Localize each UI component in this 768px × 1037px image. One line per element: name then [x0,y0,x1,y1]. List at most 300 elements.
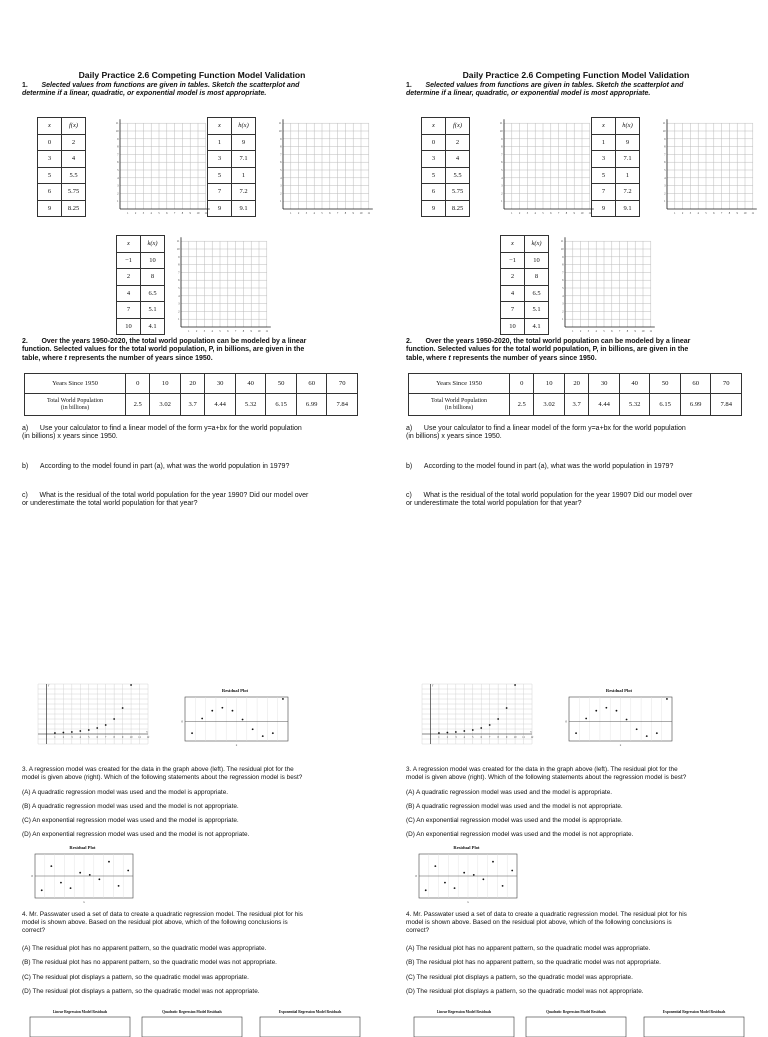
table-cell: 4.1 [141,318,165,335]
x-axis-label: x [146,730,148,734]
question-2-prompt: 2. Over the years 1950-2020, the total world population can be modeled by a linear function. Selected values for the total world population, P, in billions, are given in the table, where t represents the number of years since 1950. [406,338,691,362]
q5-quadratic-residual-frame [526,1017,626,1037]
table-row [422,151,470,168]
x-tick-label: 9 [121,736,124,739]
table-header-cell: h(x) [616,118,640,135]
q5-exponential-residual-title: Exponential Regression Model Residuals [278,1010,342,1014]
x-tick-label: 1 [290,212,292,215]
table-header-cell: x [208,118,232,135]
table-cell: 2 [62,134,86,151]
population-cell: 3.02 [534,394,565,416]
question-3-prompt: 3. A regression model was created for the data in the graph above (left). The residual plot for the model is given above (right). Which of the following statements about the regression model is best? [406,766,687,781]
y-tick-label: 9 [117,137,119,141]
y-tick-label: 7 [664,153,666,157]
x-tick-label: 11 [751,212,755,215]
question-1-prompt: 1. Selected values from functions are given in tables. Sketch the scatterplot and determine if a linear, quadratic, or exponential model is most appropriate. [406,82,684,98]
residual-point [70,887,72,889]
x-tick-label: 11 [138,736,141,739]
x-tick-label: 9 [634,330,636,333]
table-cell: 2 [446,134,470,151]
y-tick-label: 10 [662,130,666,133]
table-cell: 9 [208,200,232,217]
q3-option-d[interactable]: (D) An exponential regression model was used and the model is not appropriate. [22,831,250,838]
table-header-cell: x [501,236,525,253]
question-4-prompt: 4. Mr. Passwater used a set of data to create a quadratic regression model. The residual plot for his model is shown above. Based on the residual plot above, which of the following conclusions is correct? [22,911,303,934]
population-table [24,373,358,416]
zero-label: 0 [31,874,33,879]
q3-residual-title: Residual Plot [221,688,249,693]
year-cell: 20 [564,374,588,394]
population-header: Total World Population (in billions) [25,394,126,416]
residual-point [89,874,91,876]
y-tick-label: 1 [562,318,564,322]
table-cell: 8.25 [62,200,86,217]
x-tick-label: 8 [626,330,629,333]
q4-option-b[interactable]: (B) The residual plot has no apparent pattern, so the quadratic model was not appropriate. [22,959,277,966]
y-tick-label: 8 [562,263,564,267]
table-row [501,318,549,335]
data-point [71,731,73,733]
q1-blank-grid-k [175,233,267,333]
table-row [592,167,640,184]
q4-option-d[interactable]: (D) The residual plot displays a pattern, so the quadratic model was not appropriate. [406,988,644,995]
y-tick-label: 5 [562,287,564,290]
residual-point [463,872,465,874]
year-cell: 70 [711,374,742,394]
residual-point [191,732,193,734]
q4-option-b[interactable]: (B) The residual plot has no apparent pattern, so the quadratic model was not appropriate. [406,959,661,966]
table-row [38,167,86,184]
table-cell: 0 [38,134,62,151]
table-cell: 1 [592,134,616,151]
x-tick-label: 5 [705,212,707,215]
x-tick-label: 6 [611,330,613,333]
x-tick-label: 1 [511,212,513,215]
table-cell: 2 [117,269,141,286]
table-row [208,200,256,217]
y-tick-label: 4 [117,176,119,180]
x-tick-label: 3 [526,212,529,215]
table-row [208,151,256,168]
y-tick-label: 3 [117,184,119,188]
residual-point [444,882,446,884]
data-point [455,731,457,733]
q5-quadratic-residual-frame [142,1017,242,1037]
x-axis-label: x [83,900,85,904]
q1-table-slot-1 [207,117,256,217]
residual-point [242,719,244,721]
residual-point [108,861,110,863]
y-tick-label: 11 [499,122,503,126]
table-cell: 5.1 [525,302,549,319]
residual-point [482,878,484,880]
x-tick-label: 7 [489,736,491,739]
x-tick-label: 6 [96,736,98,739]
year-cell: 50 [650,374,681,394]
data-point [480,727,482,729]
x-tick-label: 10 [743,212,747,215]
q1-value-table [500,235,549,335]
residual-point [585,718,587,720]
year-cell: 60 [296,374,327,394]
residual-point [636,728,638,730]
y-tick-label: 9 [178,255,180,259]
table-cell: 0 [422,134,446,151]
data-point [113,718,115,720]
x-tick-label: 11 [265,330,269,333]
y-tick-label: 7 [117,153,119,157]
x-tick-label: 8 [242,330,245,333]
x-tick-label: 12 [146,736,150,739]
population-table [408,373,742,416]
table-row [38,200,86,217]
table-header-cell: x [117,236,141,253]
q1-blank-grid-k [559,233,651,333]
q5-exponential-residual-frame [644,1017,744,1037]
x-tick-label: 2 [518,212,521,215]
table-cell: 7.2 [232,184,256,201]
data-point [62,732,64,734]
y-tick-label: 10 [560,248,564,251]
table-cell: 5 [208,167,232,184]
data-point [438,732,440,734]
x-tick-label: 11 [649,330,653,333]
table-cell: 9 [38,200,62,217]
residual-point [626,719,628,721]
y-tick-label: 10 [278,130,282,133]
q4-residual-plot [30,852,135,904]
year-cell: 10 [150,374,181,394]
population-cell: 4.44 [205,394,236,416]
residual-point [282,698,284,700]
table-row [592,200,640,217]
x-tick-label: 2 [579,330,582,333]
year-cell: 0 [510,374,534,394]
y-tick-label: 4 [664,176,666,180]
table-row [592,134,640,151]
years-header: Years Since 1950 [409,374,510,394]
table-header-cell: h(x) [232,118,256,135]
q5-linear-residual-title: Linear Regression Model Residuals [436,1010,492,1014]
population-cell: 7.84 [711,394,742,416]
x-tick-label: 1 [188,330,190,333]
question-2a: a) Use your calculator to find a linear model of the form y=a+bx for the world population (in billions) x years since 1950. [406,425,686,441]
q1-table-slot-2 [116,235,165,335]
table-row [592,184,640,201]
table-header-cell: x [422,118,446,135]
x-tick-label: 7 [173,212,176,215]
table-cell: 9 [616,134,640,151]
residual-point [425,889,427,891]
x-tick-label: 6 [227,330,229,333]
y-tick-label: 5 [178,287,180,290]
year-cell: 10 [534,374,565,394]
table-cell: 7 [592,184,616,201]
x-tick-label: 10 [129,736,133,739]
table-cell: 1 [232,167,256,184]
question-2c: c) What is the residual of the total world population for the year 1990? Did our model over or underestimate the total world population for that year? [406,492,693,508]
q4-option-a[interactable]: (A) The residual plot has no apparent pattern, so the quadratic model was appropriate. [406,945,651,952]
residual-point [434,865,436,867]
table-row [117,252,165,269]
year-cell: 30 [589,374,620,394]
x-tick-label: 4 [534,212,536,215]
x-tick-label: 8 [181,212,184,215]
x-tick-label: 9 [505,736,508,739]
page-title: Daily Practice 2.6 Competing Function Model Validation [462,70,690,80]
x-tick-label: 10 [257,330,261,333]
x-tick-label: 6 [713,212,715,215]
table-cell: 10 [141,252,165,269]
y-tick-label: 2 [501,192,503,196]
table-cell: 8.25 [446,200,470,217]
table-cell: 6.5 [141,285,165,302]
table-cell: 10 [501,318,525,335]
question-2-prompt: 2. Over the years 1950-2020, the total world population can be modeled by a linear function. Selected values for the total world population, P, in billions, are given in the table, where t represents the number of years since 1950. [22,338,307,362]
y-tick-label: 8 [501,145,503,149]
y-tick-label: 8 [117,145,119,149]
data-point [54,732,56,734]
q1-blank-grid-f [114,115,206,215]
x-tick-label: 2 [446,736,449,739]
q3-option-b[interactable]: (B) A quadratic regression model was used and the model is not appropriate. [22,803,239,810]
table-cell: 5.75 [446,184,470,201]
population-cell: 3.02 [150,394,181,416]
y-tick-label: 2 [280,192,282,196]
table-cell: 6.5 [525,285,549,302]
x-tick-label: 5 [542,212,544,215]
x-tick-label: 9 [352,212,354,215]
table-cell: 9 [422,200,446,217]
q4-option-c[interactable]: (C) The residual plot displays a pattern, so the quadratic model was appropriate. [22,974,249,981]
y-tick-label: 6 [117,161,119,165]
q1-table-slot-0 [421,117,470,217]
x-tick-label: 4 [313,212,315,215]
y-tick-label: 1 [280,200,282,204]
y-tick-label: 5 [501,169,503,172]
table-header-cell: f(x) [446,118,470,135]
q3-option-d[interactable]: (D) An exponential regression model was used and the model is not appropriate. [406,831,634,838]
x-tick-label: 7 [557,212,560,215]
table-row [117,318,165,335]
x-tick-label: 9 [736,212,738,215]
data-point [472,729,474,731]
table-cell: 5.75 [62,184,86,201]
y-tick-label: 2 [117,192,119,196]
x-tick-label: 10 [359,212,363,215]
y-tick-label: 10 [176,248,180,251]
y-tick-label: 3 [280,184,282,188]
y-tick-label: 1 [178,318,180,322]
table-cell: 1 [616,167,640,184]
data-point [446,732,448,734]
table-row [422,134,470,151]
q4-residual-title: Residual Plot [453,845,480,850]
table-row [38,151,86,168]
q4-option-a[interactable]: (A) The residual plot has no apparent pattern, so the quadratic model was appropriate. [22,945,267,952]
residual-point [98,878,100,880]
residual-point [232,710,234,712]
table-cell: −1 [501,252,525,269]
q1-blank-grid-f [498,115,590,215]
table-row [501,302,549,319]
y-tick-label: 8 [664,145,666,149]
y-tick-label: 4 [280,176,282,180]
table-row [117,285,165,302]
question-2a: a) Use your calculator to find a linear model of the form y=a+bx for the world population (in billions) x years since 1950. [22,425,302,441]
question-2b: b) According to the model found in part (a), what was the world population in 1979? [406,463,674,470]
residual-point [646,735,648,737]
table-cell: 3 [592,151,616,168]
y-axis-label: y [431,684,434,687]
x-tick-label: 4 [697,212,699,215]
x-tick-label: 9 [573,212,575,215]
y-tick-label: 5 [664,169,666,172]
q3-residual-plot [180,695,290,747]
population-table-years-row [409,374,742,394]
table-cell: 7.1 [232,151,256,168]
table-cell: 10 [117,318,141,335]
year-cell: 0 [126,374,150,394]
y-tick-label: 9 [501,137,503,141]
residual-point [60,882,62,884]
x-tick-label: 5 [472,736,474,739]
x-tick-label: 8 [728,212,731,215]
x-axis-label: x [619,743,622,747]
residual-point [454,887,456,889]
x-tick-label: 6 [550,212,552,215]
population-cell: 4.44 [589,394,620,416]
table-cell: 9.1 [232,200,256,217]
table-row [117,302,165,319]
y-tick-label: 7 [280,153,282,157]
data-point [122,707,124,709]
table-cell: 9 [232,134,256,151]
zero-label: 0 [415,874,417,879]
residual-point [656,732,658,734]
y-tick-label: 10 [115,130,119,133]
table-cell: 2 [501,269,525,286]
year-cell: 40 [235,374,266,394]
x-tick-label: 7 [336,212,339,215]
table-cell: 3 [422,151,446,168]
y-tick-label: 2 [562,310,564,314]
x-axis-label: x [467,900,469,904]
population-table-years-row [25,374,358,394]
table-row [501,285,549,302]
q3-data-graph [414,680,534,752]
table-cell: 4 [117,285,141,302]
x-tick-label: 4 [150,212,152,215]
y-tick-label: 6 [562,279,564,283]
q5-linear-residual-frame [30,1017,130,1037]
y-tick-label: 9 [562,255,564,259]
y-tick-label: 3 [664,184,666,188]
q3-option-a[interactable]: (A) A quadratic regression model was used and the model is appropriate. [406,789,613,796]
x-tick-label: 7 [720,212,723,215]
data-point [489,724,491,726]
population-cell: 6.99 [296,394,327,416]
q4-option-c[interactable]: (C) The residual plot displays a pattern, so the quadratic model was appropriate. [406,974,633,981]
q1-blank-grid-h [277,115,369,215]
population-cell: 2.5 [510,394,534,416]
q1-value-table [116,235,165,335]
population-cell: 3.7 [180,394,204,416]
table-cell: 7.2 [616,184,640,201]
q3-option-b[interactable]: (B) A quadratic regression model was used and the model is not appropriate. [406,803,623,810]
y-tick-label: 9 [280,137,282,141]
table-cell: 3 [208,151,232,168]
table-cell: 7.1 [616,151,640,168]
population-cell: 3.7 [564,394,588,416]
residual-point [221,707,223,709]
table-cell: 7 [117,302,141,319]
x-tick-label: 10 [513,736,517,739]
residual-point [473,874,475,876]
population-cell: 6.99 [680,394,711,416]
residual-point [262,735,264,737]
y-tick-label: 1 [117,200,119,204]
x-tick-label: 4 [463,736,465,739]
q3-option-c[interactable]: (C) An exponential regression model was used and the model is appropriate. [406,817,623,824]
residual-point [50,865,52,867]
q1-value-table [591,117,640,217]
q5-quadratic-residual-title: Quadratic Regression Model Residuals [162,1010,222,1014]
question-4-prompt: 4. Mr. Passwater used a set of data to create a quadratic regression model. The residual plot for his model is shown above. Based on the residual plot above, which of the following conclusions is correct? [406,911,687,934]
x-tick-label: 2 [134,212,137,215]
table-header-row [592,118,640,135]
q5-linear-residual-frame [414,1017,514,1037]
x-tick-label: 12 [530,736,534,739]
residual-point [616,710,618,712]
q4-option-d[interactable]: (D) The residual plot displays a pattern, so the quadratic model was not appropriate. [22,988,260,995]
x-tick-label: 3 [71,736,73,739]
year-cell: 40 [619,374,650,394]
table-cell: 5.1 [141,302,165,319]
q3-option-c[interactable]: (C) An exponential regression model was used and the model is appropriate. [22,817,239,824]
y-tick-label: 5 [280,169,282,172]
table-row [117,269,165,286]
x-tick-label: 1 [127,212,129,215]
x-tick-label: 5 [603,330,605,333]
table-cell: 7 [208,184,232,201]
table-cell: 9.1 [616,200,640,217]
year-cell: 60 [680,374,711,394]
y-tick-label: 3 [178,302,180,306]
table-cell: 7 [501,302,525,319]
residual-point [79,872,81,874]
q3-option-a[interactable]: (A) A quadratic regression model was used and the model is appropriate. [22,789,229,796]
y-tick-label: 3 [501,184,503,188]
x-tick-label: 2 [195,330,198,333]
question-1-prompt: 1. Selected values from functions are given in tables. Sketch the scatterplot and determine if a linear, quadratic, or exponential model is most appropriate. [22,82,300,98]
table-cell: 8 [141,269,165,286]
q1-table-slot-0 [37,117,86,217]
x-tick-label: 2 [297,212,300,215]
zero-label: 0 [181,719,183,724]
table-cell: 5 [592,167,616,184]
worksheet-page-right [384,0,768,1024]
residual-point [595,710,597,712]
y-tick-label: 4 [562,294,564,298]
x-tick-label: 4 [595,330,597,333]
x-tick-label: 10 [196,212,200,215]
q3-residual-title: Residual Plot [605,688,633,693]
x-tick-label: 10 [580,212,584,215]
table-cell: 3 [38,151,62,168]
table-header-row [117,236,165,253]
x-tick-label: 5 [321,212,323,215]
